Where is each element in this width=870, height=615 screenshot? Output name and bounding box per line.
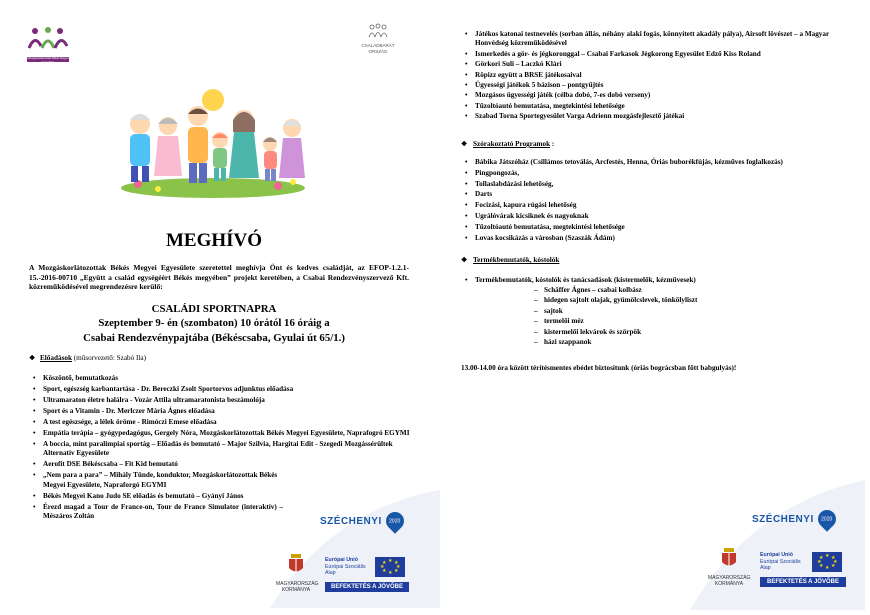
bullet-icon: • bbox=[33, 460, 36, 469]
list-item: – kistermelői lekvárok és szörpök bbox=[530, 328, 830, 337]
bullet-icon: • bbox=[465, 190, 468, 199]
right-top-list bbox=[461, 30, 856, 122]
org-logo-label: Mozgáskorlátozottak Békés Megyei Egyesülete bbox=[27, 57, 69, 64]
event-name: CSALÁDI SPORTNAPRA bbox=[151, 303, 277, 315]
list-item: • Röpizz együtt a BRSE játékosaival bbox=[461, 71, 856, 80]
bullet-icon: • bbox=[465, 60, 468, 69]
bullet-icon: • bbox=[33, 396, 36, 404]
szechenyi-pin-icon: 2020 bbox=[382, 508, 407, 533]
entertainment-heading-label: Szórakoztató Programok bbox=[473, 140, 551, 148]
list-item: • Ismerkedés a gör- és jégkoronggal – Csabai Farkasok Jégkorong Egyesület Edző Kiss Roland bbox=[461, 50, 856, 59]
diamond-bullet-icon: ❖ bbox=[461, 140, 468, 148]
list-item: • Lovas kocsikázás a városban (Szaszák Ádám) bbox=[461, 234, 856, 243]
list-item: • Tűzoltóautó bemutatása, megtekintési lehetősége bbox=[461, 223, 856, 232]
list-item: • Pingpongozás, bbox=[461, 169, 856, 178]
bullet-icon: • bbox=[465, 49, 468, 58]
hu-gov-label: MAGYARORSZÁG KORMÁNYA bbox=[708, 575, 751, 587]
intro-paragraph: A Mozgáskorlátozottak Békés Megyei Egyesülete szeretettel meghívja Önt és kedves családját, az EFOP-1.2.1-15.-2016-00710 „Együtt a család egységéért Békés megyében” projekt keretében, a Csabai Rendezvényszervező Kft. közreműködésével megrendezésre kerülő: bbox=[29, 263, 409, 292]
eu-flag-icon: ★ ★ ★ ★ ★ ★ ★ ★ bbox=[812, 552, 842, 572]
list-item: • Sport és a Vitamin - Dr. Merlczer Mária Ágnes előadása bbox=[29, 407, 424, 416]
list-item: • Aerofit DSE Békéscsaba – Fit Kid bemutató bbox=[29, 460, 424, 469]
bullet-icon: • bbox=[33, 418, 36, 426]
bullet-icon: • bbox=[465, 222, 468, 231]
list-item: • Ultramaraton életre halálra - Vozár Attila ultramaratonista beszámolója bbox=[29, 396, 424, 405]
lunch-note: 13.00-14.00 óra között térítésmentes ebédet biztosítunk (óriás bográcsban főtt babgulyás)! bbox=[461, 364, 737, 372]
footer-swoosh bbox=[690, 480, 865, 610]
list-item: • Termékbemutatók, kóstolók és tanácsadások (kistermelők, kézművesek) bbox=[461, 276, 856, 285]
list-item: • Ugrálóvárak kicsiknek és nagyoknak bbox=[461, 212, 856, 221]
dash-icon: – bbox=[534, 317, 538, 326]
bullet-icon: • bbox=[465, 158, 468, 166]
list-item: • Darts bbox=[461, 190, 856, 199]
entertainment-heading-suffix: : bbox=[550, 140, 555, 148]
list-item: • Játékos katonai testnevelés (sorban állás, néhány alaki fogás, könnyített akadály pálya), Airsoft lövészet – a Magyar Honvédség közreműködésével bbox=[461, 30, 856, 49]
szechenyi-logo bbox=[320, 512, 404, 530]
list-item: • Bábika Játszóház (Csillámos tetoválás, Arcfestés, Henna, Óriás buborékfújás, kézműves foglalkozás) bbox=[461, 158, 856, 167]
hu-gov-logo bbox=[708, 546, 750, 587]
products-heading-label: Termékbemutatók, kóstolók bbox=[473, 256, 560, 264]
bullet-icon: • bbox=[465, 70, 468, 79]
footer-left bbox=[270, 490, 440, 608]
list-item: • Mozgásos ügyességi játék (célba dobó, 7-es dobó verseny) bbox=[461, 91, 856, 100]
list-item: – hidegen sajtolt olajak, gyümölcslevek, tönkölyliszt bbox=[530, 296, 830, 305]
bullet-icon: • bbox=[465, 201, 468, 210]
dash-icon: – bbox=[534, 306, 538, 315]
entertainment-list bbox=[461, 158, 856, 243]
bullet-icon: • bbox=[465, 81, 468, 90]
list-item: – sajtok bbox=[530, 307, 830, 316]
bullet-icon: • bbox=[33, 374, 36, 382]
family-friendly-label: CSALÁDBARÁT ORSZÁG bbox=[361, 43, 395, 54]
dash-icon: – bbox=[534, 338, 538, 347]
bullet-icon: • bbox=[465, 112, 468, 121]
list-item: • Empátia terápia – gyógypedagógus, Gergely Nóra, Mozgáskorlátozottak Békés Megyei Egyesülete, Naprafogró EGYMI bbox=[29, 429, 424, 438]
diamond-bullet-icon: ❖ bbox=[29, 354, 36, 362]
list-item: • Békés Megyei Kano Judo SE előadás és bemutató – Gyányi János bbox=[29, 492, 424, 501]
bullet-icon: • bbox=[465, 30, 468, 38]
page-title: MEGHÍVÓ bbox=[165, 230, 263, 251]
products-sublist bbox=[530, 286, 830, 347]
bullet-icon: • bbox=[33, 502, 36, 511]
hu-gov-label: MAGYARORSZÁG KORMÁNYA bbox=[276, 581, 319, 593]
products-intro-list bbox=[461, 276, 856, 285]
bullet-icon: • bbox=[33, 491, 36, 500]
event-location: Csabai Rendezvénypajtába (Békéscsaba, Gyulai út 65/1.) bbox=[83, 332, 345, 344]
list-item: • Tűzoltóautó bemutatása, megtekintési lehetősége bbox=[461, 102, 856, 111]
list-item: • Ügyességi játékok 5 bázison – pontgyűjtés bbox=[461, 81, 856, 90]
footer-right bbox=[690, 480, 865, 610]
list-item: – termelői méz bbox=[530, 317, 830, 326]
szechenyi-label: SZÉCHENYI bbox=[320, 515, 382, 527]
list-item: – Schäffer Ágnes – csabai kolbász bbox=[530, 286, 830, 295]
event-time: Szeptember 9- én (szombaton) 10 órától 16 óráig a bbox=[98, 317, 330, 329]
list-item: • Görkori Suli – Laczkó Klári bbox=[461, 60, 856, 69]
list-item: • Tollaslabdázási lehetőség, bbox=[461, 180, 856, 189]
bullet-icon: • bbox=[465, 91, 468, 100]
list-item: • Köszöntő, bemutatkozás bbox=[29, 374, 424, 383]
eu-flag-icon: ★ ★ ★ ★ ★ ★ ★ ★ bbox=[375, 557, 405, 577]
list-item: • Sport, egészség karbantartása - Dr. Bereczki Zsolt Sportorvos adjunktus előadása bbox=[29, 385, 424, 394]
list-item: • Szabad Torna Sportegyesület Varga Adrienn mozgásfejlesztő játékai bbox=[461, 112, 856, 121]
list-item: – házi szappanok bbox=[530, 338, 830, 347]
bullet-icon: • bbox=[33, 385, 36, 393]
eu-label: Európai Unió Európai Szociális Alap bbox=[325, 557, 366, 576]
list-item: • Focizási, kapura rúgási lehetőség bbox=[461, 201, 856, 210]
entertainment-heading bbox=[461, 140, 841, 149]
bullet-icon: • bbox=[465, 233, 468, 242]
eu-block bbox=[325, 557, 409, 592]
befektetes-banner: BEFEKTETÉS A JÖVŐBE bbox=[760, 577, 846, 587]
list-item: • „Nem para a para” – Mihály Tünde, konduktor, Mozgáskorlátozottak Békés Megyei Egyesülete, Napraforgó EGYMI bbox=[29, 471, 424, 490]
bullet-icon: • bbox=[465, 168, 468, 177]
family-icon bbox=[367, 24, 389, 38]
products-heading bbox=[461, 256, 841, 265]
list-item: • A test egészsége, a lélek öröme - Rimóczi Emese előadása bbox=[29, 418, 424, 427]
lectures-heading bbox=[29, 354, 409, 363]
hungary-coat-of-arms-icon bbox=[708, 546, 750, 570]
eu-label: Európai Unió Európai Szociális Alap bbox=[760, 552, 801, 571]
list-item: • Érezd magad a Tour de France-on, Tour de France Simulator (interaktív) – Mészáros Zoltán bbox=[29, 503, 424, 522]
szechenyi-pin-icon: 2020 bbox=[814, 506, 839, 531]
lectures-heading-suffix: (műsorvezető: Szabó Ila) bbox=[71, 354, 147, 362]
bullet-icon: • bbox=[465, 276, 468, 284]
list-item: • A boccia, mint paralimpiai sportág – Előadás és bemutató – Major Szilvia, Hargitai Edit - Szegedi Mozgássérültek Alternatív Egyesülete bbox=[29, 440, 424, 459]
bullet-icon: • bbox=[465, 179, 468, 188]
bullet-icon: • bbox=[33, 407, 36, 415]
lectures-heading-label: Előadások bbox=[40, 354, 72, 362]
eu-block bbox=[760, 552, 846, 587]
family-illustration bbox=[118, 86, 308, 198]
szechenyi-label: SZÉCHENYI bbox=[752, 513, 814, 525]
dash-icon: – bbox=[534, 296, 538, 305]
bullet-icon: • bbox=[33, 471, 36, 480]
org-logo bbox=[27, 26, 69, 64]
szechenyi-logo bbox=[752, 510, 836, 528]
hungary-coat-of-arms-icon bbox=[276, 552, 316, 576]
befektetes-banner: BEFEKTETÉS A JÖVŐBE bbox=[325, 582, 409, 592]
bullet-icon: • bbox=[465, 211, 468, 220]
bullet-icon: • bbox=[33, 429, 36, 437]
hu-gov-logo bbox=[276, 552, 319, 593]
dash-icon: – bbox=[534, 327, 538, 336]
bullet-icon: • bbox=[33, 440, 36, 448]
family-friendly-logo bbox=[348, 24, 408, 54]
diamond-bullet-icon: ❖ bbox=[461, 256, 468, 264]
bullet-icon: • bbox=[465, 101, 468, 110]
dash-icon: – bbox=[534, 286, 538, 294]
